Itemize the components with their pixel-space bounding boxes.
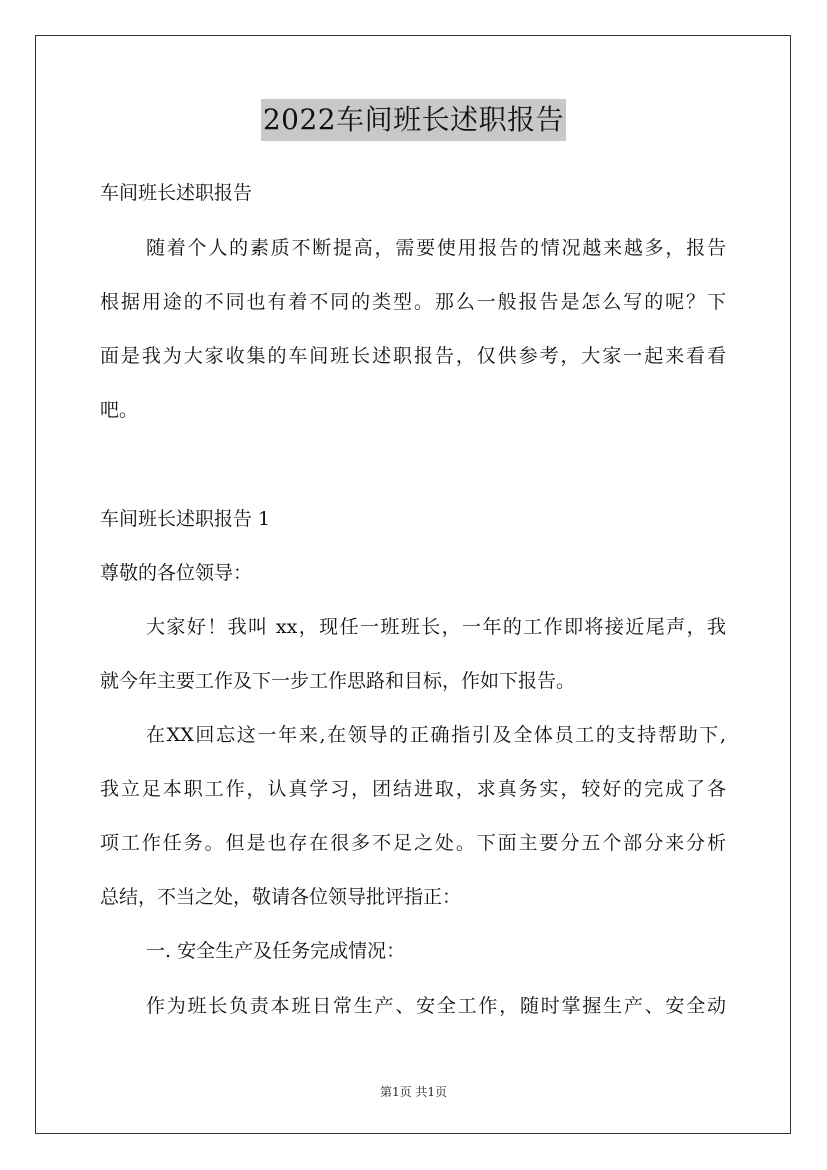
intro-line-2: 根据用途的不同也有着不同的类型。那么一般报告是怎么写的呢？下 [100,291,726,313]
page-footer: 第1页 共1页 [379,1085,448,1099]
para1-line-1: 大家好！我叫 xx，现任一班班长，一年的工作即将接近尾声，我 [146,616,726,638]
title-wrap [0,99,827,141]
item-1-heading: 一. 安全生产及任务完成情况： [146,940,406,962]
para2-line-2: 我立足本职工作，认真学习，团结进取，求真务实，较好的完成了各 [100,778,726,800]
intro-line-1: 随着个人的素质不断提高，需要使用报告的情况越来越多，报告 [146,237,726,259]
section-title: 车间班长述职报告 1 [100,508,271,530]
para2-line-1: 在XX回忘这一年来,在领导的正确指引及全体员工的支持帮助下, [146,724,726,746]
salutation: 尊敬的各位领导： [100,562,253,584]
para2-line-3: 项工作任务。但是也存在很多不足之处。下面主要分五个部分来分析 [100,832,726,854]
intro-line-4: 吧。 [100,399,139,421]
para3-line-1: 作为班长负责本班日常生产、安全工作，随时掌握生产、安全动 [146,995,726,1017]
intro-line-3: 面是我为大家收集的车间班长述职报告，仅供参考，大家一起来看看 [100,345,726,367]
document-heading: 车间班长述职报告 [100,182,253,204]
para1-line-2: 就今年主要工作及下一步工作思路和目标，作如下报告。 [100,670,576,692]
document-title: 2022车间班长述职报告 [261,99,566,141]
para2-line-4: 总结，不当之处，敬请各位领导批评指正： [100,886,462,908]
